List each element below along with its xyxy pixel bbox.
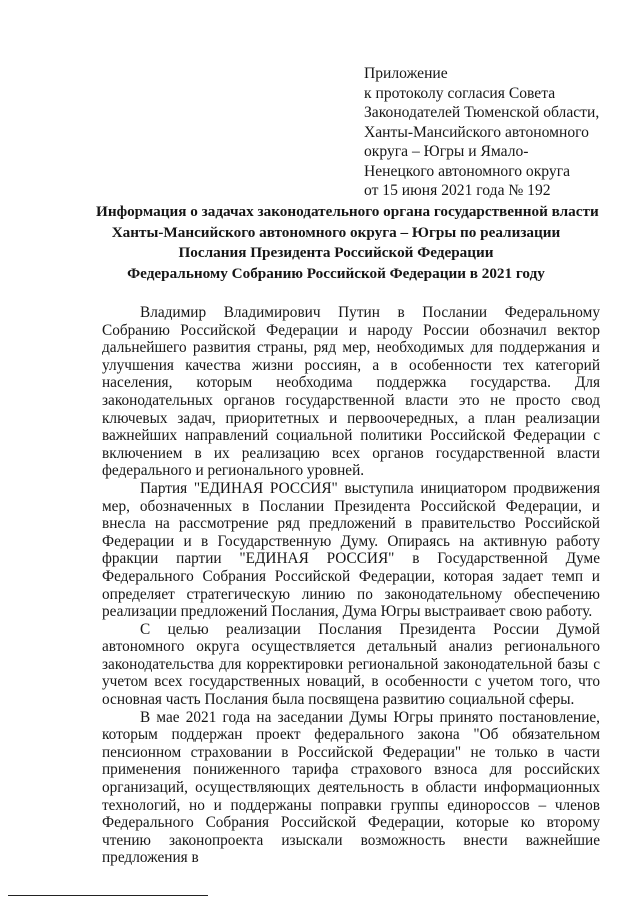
title-line: Послания Президента Российской Федерации xyxy=(178,244,494,261)
appendix-line: Приложение xyxy=(364,65,448,82)
title-line: Федеральному Собранию Российской Федерации в 2021 году xyxy=(127,264,545,282)
appendix-block xyxy=(364,64,614,201)
appendix-line: Ханты-Мансийского автономного xyxy=(364,123,589,141)
title-line: Ханты-Мансийского автономного округа – Югры по реализации xyxy=(111,223,561,241)
body-paragraph: Владимир Владимирович Путин в Послании Федеральному Собранию Российской Федерации и народу России обозначил вектор дальнейшего развития страны, ряд мер, необходимых для поддержания и улучшения качества жизни россиян, а в особенности тех категорий населения, которым необходима поддержка государства. Для законодательных органов государственной власти это не просто свод ключевых задач, приоритетных и первоочередных, а план реализации важнейших направлений социальной политики Российской Федерации с включением в их реализацию всех органов государственной власти федерального и регионального уровней. xyxy=(102,304,600,480)
body-paragraph: Партия "ЕДИНАЯ РОССИЯ" выступила инициатором продвижения мер, обозначенных в Послании Президента Российской Федерации, и внесла на рассмотрение ряд предложений в правительство Российской Федерации и в Государственную Думу. Опираясь на активную работу фракции партии "ЕДИНАЯ РОССИЯ" в Государственной Думе Федерального Собрания Российской Федерации, которая задает темп и определяет стратегическую линию по законодательному обеспечению реализации предложений Послания, Дума Югры выстраивает свою работу. xyxy=(102,479,600,621)
document-body xyxy=(102,304,600,867)
title-line: Информация о задачах законодательного органа государственной власти xyxy=(96,203,599,220)
appendix-line: к протоколу согласия Совета xyxy=(364,84,556,102)
body-paragraph: С целью реализации Послания Президента России Думой автономного округа осуществляется детальный анализ регионального законодательства для корректировки региональной законодательной базы с учетом всех государственных новаций, в особенности с учетом того, что основная часть Послания была посвящена развитию социальной сферы. xyxy=(102,620,600,709)
document-title xyxy=(96,202,599,284)
appendix-line: Ненецкого автономного округа xyxy=(364,162,571,180)
footnote-divider xyxy=(8,895,208,896)
appendix-line: Законодателей Тюменской области, xyxy=(364,104,600,121)
appendix-line: округа – Югры и Ямало- xyxy=(364,143,529,160)
body-paragraph: В мае 2021 года на заседании Думы Югры принято постановление, которым поддержан проект федерального закона "Об обязательном пенсионном страховании в Российской Федерации" не только в части применения пониженного тарифа страхового взноса для российских организаций, осуществляющих деятельность в области информационных технологий, но и поддержаны поправки группы единороссов – членов Федерального Собрания Российской Федерации, которые ко второму чтению законопроекта изыскали возможность внести важнейшие предложения в xyxy=(102,708,600,867)
appendix-line: от 15 июня 2021 года № 192 xyxy=(364,182,551,199)
